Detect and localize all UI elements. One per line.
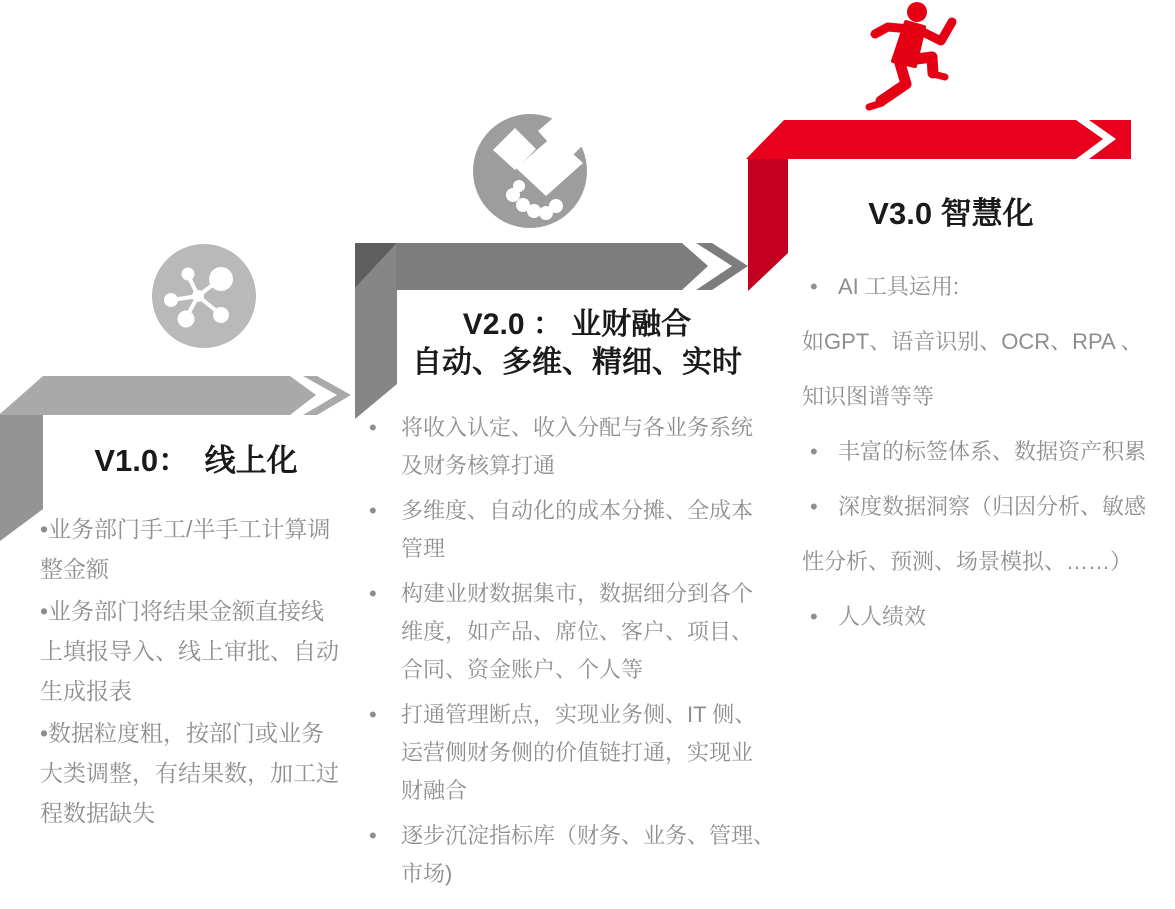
bullet-dot: • [369, 823, 377, 848]
bullet-line: •业务部门手工/半手工计算调 [40, 516, 331, 542]
bullet-dot: • [369, 498, 377, 523]
text-line: 及财务核算打通 [401, 453, 556, 478]
runner-icon [869, 2, 952, 107]
bullet-dot: • [369, 702, 377, 727]
bullet-line: • 构建业财数据集市，数据细分到各个 [367, 575, 797, 613]
bullet-line: • 逐步沉淀指标库（财务、业务、管理、 [367, 817, 797, 855]
network-icon [152, 244, 256, 348]
text-line: 维度，如产品、席位、客户、项目、 [401, 619, 754, 644]
text-line: 上填报导入、线上审批、自动 [40, 638, 339, 664]
text-line: 知识图谱等等 [802, 384, 935, 409]
v2-ribbon-band [396, 243, 708, 290]
text-line: 管理 [401, 536, 446, 561]
bullet-dot: • [810, 494, 818, 519]
text-line: 整金额 [40, 556, 109, 582]
step-v3-bullets [802, 259, 1174, 644]
text-line: 如GPT、语音识别、OCR、RPA 、 [802, 329, 1143, 354]
step-v1-title: V1.0： 线上化 [94, 443, 298, 478]
text-line: 运营侧财务侧的价值链打通，实现业 [401, 740, 754, 765]
step-v3-title: V3.0 智慧化 [868, 196, 1034, 231]
text-line: 合同、资金账户、个人等 [401, 657, 644, 682]
bullet-line: • 深度数据洞察（归因分析、敏感 [802, 479, 1174, 534]
bullet-line: • 多维度、自动化的成本分摊、全成本 [367, 492, 797, 530]
text-line: 财融合 [401, 778, 468, 803]
bullet-dot: • [810, 439, 818, 464]
bullet-line: • 丰富的标签体系、数据资产积累 [802, 424, 1174, 479]
step-v2-title-line1: V2.0 ： 业财融合 [462, 308, 692, 341]
step-v1-bullets [40, 509, 370, 833]
step-v2-title [362, 306, 792, 382]
v3-ribbon-vertical [748, 158, 788, 291]
bullet-line: • 将收入认定、收入分配与各业务系统 [367, 409, 797, 447]
bullet-dot: • [369, 415, 377, 440]
bullet-line: • 打通管理断点，实现业务侧、IT 侧、 [367, 696, 797, 734]
bullet-line: • 人人绩效 [802, 589, 1174, 644]
text-line: 大类调整，有结果数，加工过 [40, 760, 339, 786]
text-line: 生成报表 [40, 678, 132, 704]
text-line: 性分析、预测、场景模拟、……） [802, 549, 1133, 574]
bullet-line: •数据粒度粗，按部门或业务 [40, 720, 325, 746]
handshake-icon [473, 111, 590, 228]
step-v2-title-line2: 自动、多维、精细、实时 [412, 346, 742, 379]
bullet-dot: • [369, 581, 377, 606]
bullet-dot: • [810, 274, 818, 299]
bullet-line: • AI 工具运用: [802, 259, 1174, 314]
v3-ribbon-band [746, 120, 1103, 159]
step-v2-bullets [367, 409, 797, 893]
bullet-line: •业务部门将结果金额直接线 [40, 598, 325, 624]
text-line: 市场) [401, 861, 453, 886]
bullet-dot: • [810, 604, 818, 629]
v1-ribbon-band [0, 376, 316, 415]
text-line: 程数据缺失 [40, 800, 155, 826]
